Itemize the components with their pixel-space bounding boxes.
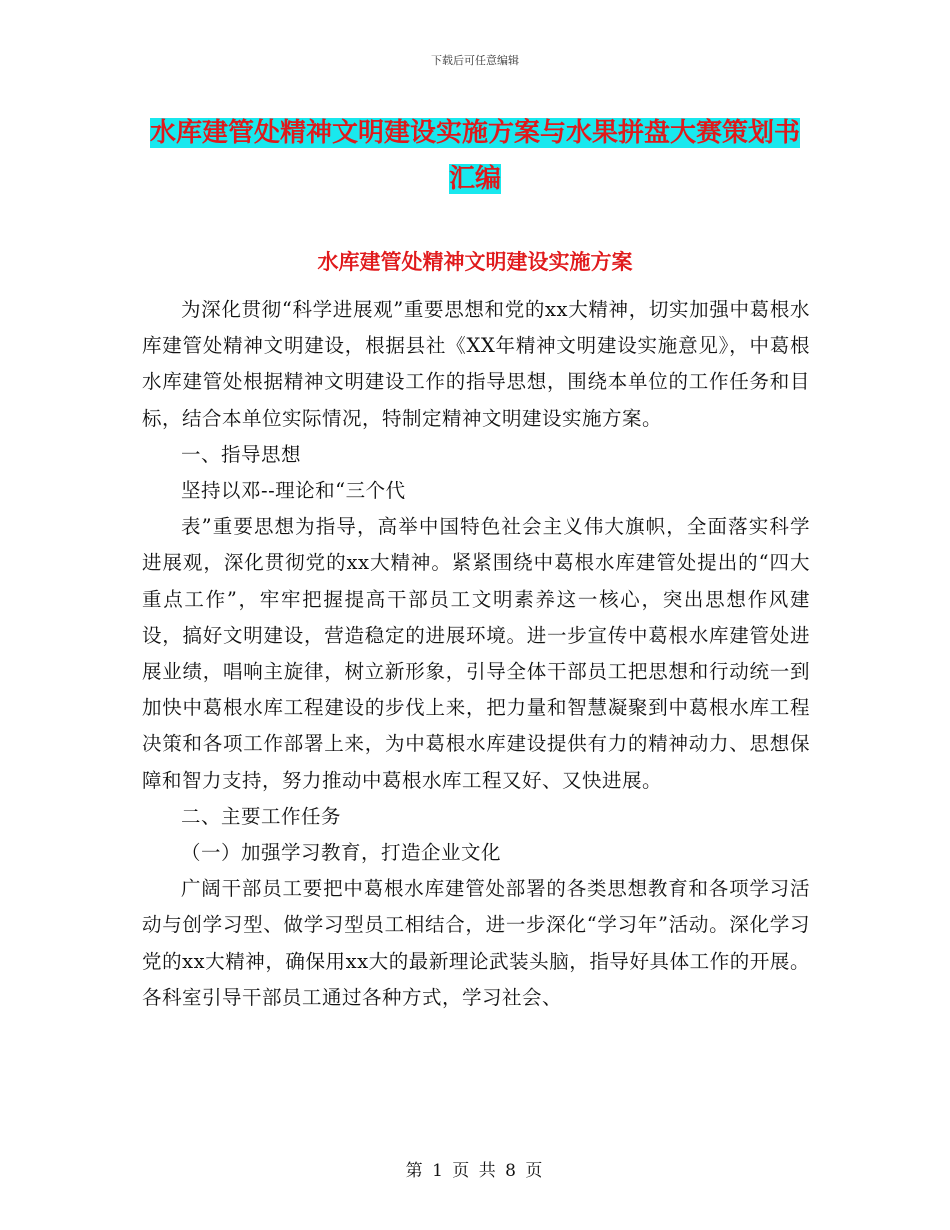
section-title: 水库建管处精神文明建设实施方案 — [317, 249, 633, 274]
document-title — [140, 110, 810, 202]
paragraph-subheading: （一）加强学习教育，打造企业文化 — [181, 841, 502, 865]
page-number: 第 1 页 共 8 页 — [405, 1161, 545, 1181]
page-header-note: 下载后可任意编辑 — [431, 54, 519, 67]
paragraph: 坚持以邓--理论和“三个代 — [181, 479, 406, 503]
paragraph-heading: 二、主要工作任务 — [181, 804, 342, 828]
paragraph: 表”重要思想为指导，高举中国特色社会主义伟大旗帜，全面落实科学进展观，深化贯彻党的xx大精神。紧紧围绕中葛根水库建管处提出的“四大重点工作”，牢牢把握提高干部员工文明素养这一核心，突出思想作风建设，搞好文明建设，营造稳定的进展环境。进一步宣传中葛根水库建管处进展业绩，唱响主旋律，树立新形象，引导全体干部员工把思想和行动统一到加快中葛根水库工程建设的步伐上来，把力量和智慧凝聚到中葛根水库工程决策和各项工作部署上来，为中葛根水库建设提供有力的精神动力、思想保障和智力支持，努力推动中葛根水库工程又好、又快进展。 — [142, 515, 810, 792]
document-title-text: 水库建管处精神文明建设实施方案与水果拼盘大赛策划书汇编 — [149, 118, 800, 194]
paragraph: 为深化贯彻“科学进展观”重要思想和党的xx大精神，切实加强中葛根水库建管处精神文明建设，根据县社《XX年精神文明建设实施意见》，中葛根水库建管处根据精神文明建设工作的指导思想，围绕本单位的工作任务和目标，结合本单位实际情况，特制定精神文明建设实施方案。 — [142, 298, 810, 430]
paragraph: 广阔干部员工要把中葛根水库建管处部署的各类思想教育和各项学习活动与创学习型、做学习型员工相结合，进一步深化“学习年”活动。深化学习党的xx大精神，确保用xx大的最新理论武装头脑，指导好具体工作的开展。各科室引导干部员工通过各种方式，学习社会、 — [142, 877, 810, 1009]
paragraph-heading: 一、指导思想 — [181, 442, 302, 466]
document-body — [142, 292, 810, 1016]
